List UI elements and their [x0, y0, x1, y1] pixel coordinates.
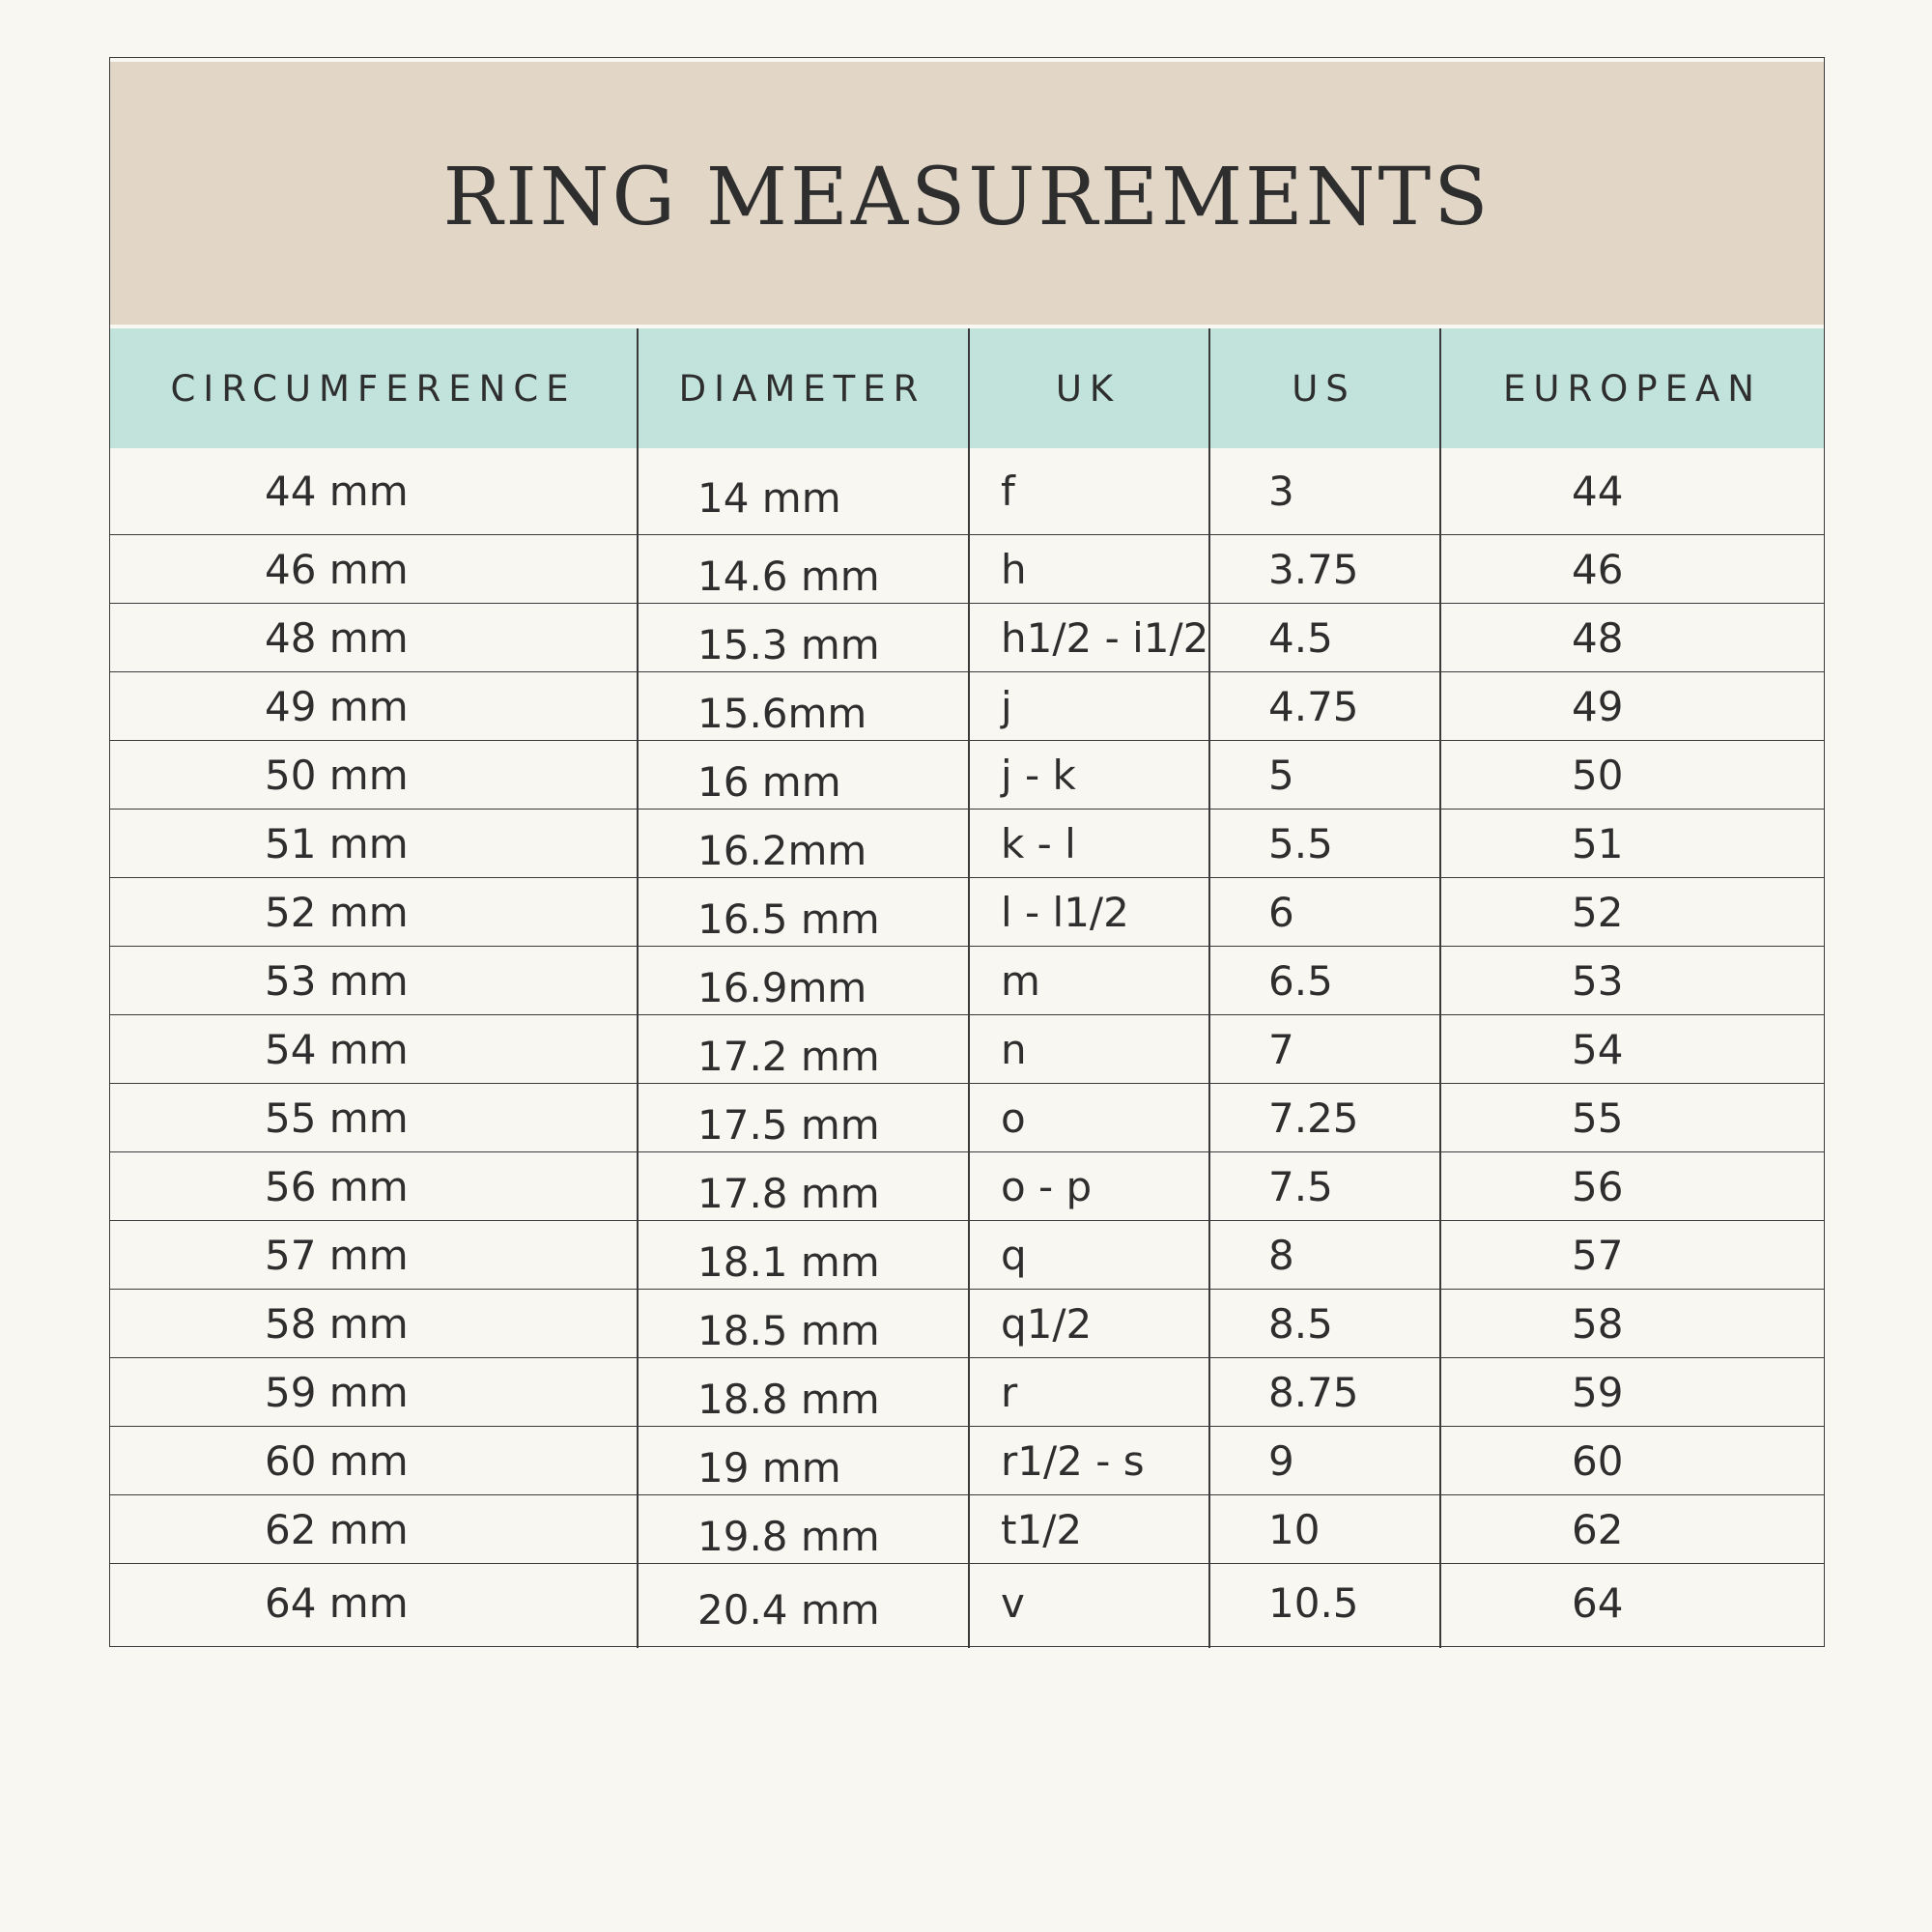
table-row	[110, 810, 1824, 878]
cell-circumference: 48 mm	[265, 613, 409, 662]
cell-european: 57	[1572, 1231, 1624, 1279]
table-row	[110, 1290, 1824, 1358]
chart-title: RING MEASUREMENTS	[442, 151, 1492, 243]
cell-european: 59	[1572, 1368, 1624, 1416]
cell-circumference: 51 mm	[265, 819, 409, 867]
table-row	[110, 947, 1824, 1015]
cell-diameter: 17.8 mm	[697, 1169, 880, 1217]
cell-us: 9	[1268, 1436, 1294, 1485]
cell-circumference: 62 mm	[265, 1505, 409, 1553]
table-row	[110, 604, 1824, 672]
cell-uk: q	[1001, 1231, 1027, 1279]
cell-diameter: 19 mm	[697, 1443, 841, 1492]
table-row	[110, 1358, 1824, 1427]
cell-uk: t1/2	[1001, 1505, 1083, 1553]
cell-european: 56	[1572, 1162, 1624, 1210]
cell-diameter: 17.5 mm	[697, 1100, 880, 1149]
cell-uk: h	[1001, 545, 1027, 593]
table-row	[110, 1152, 1824, 1221]
cell-european: 54	[1572, 1025, 1624, 1073]
cell-uk: m	[1001, 956, 1040, 1005]
cell-uk: n	[1001, 1025, 1027, 1073]
cell-european: 62	[1572, 1505, 1624, 1553]
cell-european: 50	[1572, 751, 1624, 799]
table-row	[110, 448, 1824, 535]
cell-diameter: 16 mm	[697, 757, 841, 806]
table-row	[110, 878, 1824, 947]
cell-diameter: 16.5 mm	[697, 895, 880, 943]
cell-european: 58	[1572, 1299, 1624, 1348]
cell-uk: q1/2	[1001, 1299, 1093, 1348]
cell-us: 4.5	[1268, 613, 1333, 662]
cell-us: 7	[1268, 1025, 1294, 1073]
cell-circumference: 59 mm	[265, 1368, 409, 1416]
cell-us: 8.5	[1268, 1299, 1333, 1348]
cell-diameter: 16.2mm	[697, 826, 867, 874]
table-row	[110, 535, 1824, 604]
cell-us: 7.5	[1268, 1162, 1333, 1210]
cell-circumference: 56 mm	[265, 1162, 409, 1210]
cell-diameter: 14 mm	[697, 474, 841, 522]
table-row	[110, 1427, 1824, 1495]
cell-european: 51	[1572, 819, 1624, 867]
table-body	[110, 448, 1824, 1641]
cell-diameter: 18.8 mm	[697, 1375, 880, 1423]
cell-circumference: 57 mm	[265, 1231, 409, 1279]
cell-circumference: 49 mm	[265, 682, 409, 730]
cell-uk: v	[1001, 1578, 1025, 1627]
cell-uk: o - p	[1001, 1162, 1093, 1210]
cell-us: 4.75	[1268, 682, 1359, 730]
header-us: US	[1292, 367, 1356, 410]
cell-european: 49	[1572, 682, 1624, 730]
cell-circumference: 60 mm	[265, 1436, 409, 1485]
cell-diameter: 18.5 mm	[697, 1306, 880, 1354]
cell-us: 10	[1268, 1505, 1321, 1553]
cell-circumference: 64 mm	[265, 1578, 409, 1627]
cell-european: 60	[1572, 1436, 1624, 1485]
cell-uk: o	[1001, 1094, 1026, 1142]
cell-circumference: 54 mm	[265, 1025, 409, 1073]
cell-european: 55	[1572, 1094, 1624, 1142]
cell-uk: j - k	[1001, 751, 1076, 799]
cell-us: 6.5	[1268, 956, 1333, 1005]
header-circumference: CIRCUMFERENCE	[170, 367, 577, 410]
table-row	[110, 1084, 1824, 1152]
cell-uk: r1/2 - s	[1001, 1436, 1145, 1485]
cell-diameter: 18.1 mm	[697, 1237, 880, 1286]
cell-european: 53	[1572, 956, 1624, 1005]
cell-uk: r	[1001, 1368, 1018, 1416]
cell-circumference: 50 mm	[265, 751, 409, 799]
cell-us: 5.5	[1268, 819, 1333, 867]
table-row	[110, 1015, 1824, 1084]
cell-uk: j	[1001, 682, 1012, 730]
cell-diameter: 17.2 mm	[697, 1032, 880, 1080]
cell-us: 6	[1268, 888, 1294, 936]
cell-circumference: 58 mm	[265, 1299, 409, 1348]
cell-uk: h1/2 - i1/2	[1001, 613, 1209, 662]
cell-circumference: 55 mm	[265, 1094, 409, 1142]
cell-uk: l - l1/2	[1001, 888, 1129, 936]
cell-us: 3.75	[1268, 545, 1359, 593]
header-european: EUROPEAN	[1503, 367, 1762, 410]
table-row	[110, 1221, 1824, 1290]
cell-us: 7.25	[1268, 1094, 1359, 1142]
cell-us: 8	[1268, 1231, 1294, 1279]
cell-european: 44	[1572, 468, 1624, 515]
cell-circumference: 46 mm	[265, 545, 409, 593]
cell-circumference: 53 mm	[265, 956, 409, 1005]
cell-circumference: 52 mm	[265, 888, 409, 936]
cell-european: 48	[1572, 613, 1624, 662]
cell-european: 52	[1572, 888, 1624, 936]
cell-us: 10.5	[1268, 1578, 1359, 1627]
cell-diameter: 16.9mm	[697, 963, 867, 1011]
header-diameter: DIAMETER	[678, 367, 926, 410]
title-band	[110, 62, 1824, 325]
cell-european: 64	[1572, 1578, 1624, 1627]
cell-uk: k - l	[1001, 819, 1076, 867]
cell-circumference: 44 mm	[265, 468, 409, 515]
cell-diameter: 15.6mm	[697, 689, 867, 737]
table-row	[110, 672, 1824, 741]
cell-diameter: 19.8 mm	[697, 1512, 880, 1560]
table-row	[110, 741, 1824, 810]
cell-diameter: 20.4 mm	[697, 1585, 880, 1634]
cell-diameter: 15.3 mm	[697, 620, 880, 668]
cell-uk: f	[1001, 468, 1015, 515]
cell-european: 46	[1572, 545, 1624, 593]
cell-diameter: 14.6 mm	[697, 552, 880, 600]
table-row	[110, 1564, 1824, 1641]
cell-us: 5	[1268, 751, 1294, 799]
ring-size-chart	[109, 57, 1825, 1647]
cell-us: 3	[1268, 468, 1294, 515]
column-header-row	[110, 328, 1824, 448]
table-row	[110, 1495, 1824, 1564]
header-uk: UK	[1055, 367, 1122, 410]
cell-us: 8.75	[1268, 1368, 1359, 1416]
